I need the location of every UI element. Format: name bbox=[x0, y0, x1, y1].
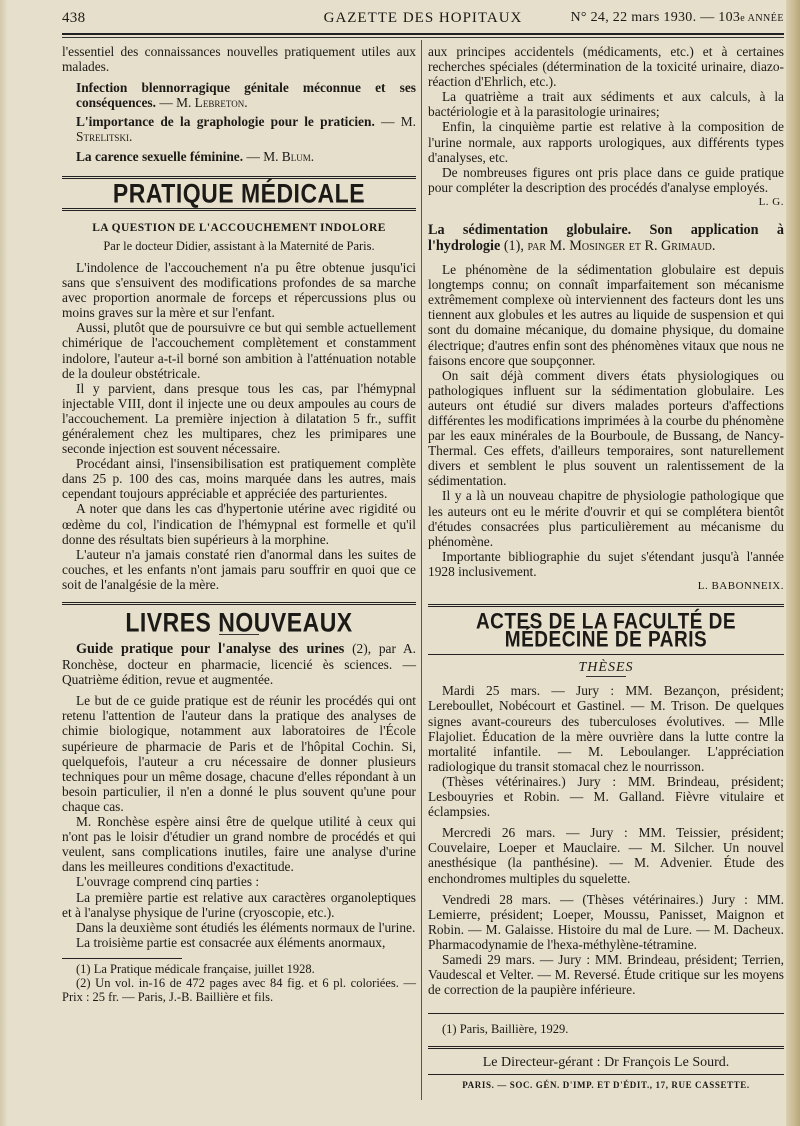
theses-heading: THÈSES bbox=[578, 660, 634, 676]
book-entry: Guide pratique pour l'analyse des urines (2), par A. Ronchèse, docteur en pharmacie, licencié ès sciences. — Quatrième édition, revue et augmentée. bbox=[62, 641, 416, 688]
topic-item: Infection blennorragique génitale méconnue et ses conséquences. — M. Lebreton. bbox=[76, 80, 416, 111]
page-shadow bbox=[0, 0, 8, 1126]
issue-number: N° 24, 22 mars 1930. — 103 bbox=[570, 10, 741, 25]
paragraph: M. Ronchèse espère ainsi être de quelque utilité à ceux qui n'ont pas le loisir d'étudier un grand nombre de procédés et qui veulent, sans complications inutiles, faire une analyse d'urine dans les meilleures conditions d'exactitude. bbox=[62, 814, 416, 875]
section-title-actes: ACTES DE LA FACULTÉ DE MÉDECINE DE PARIS bbox=[475, 609, 737, 653]
paragraph: La troisième partie est consacrée aux éléments anormaux, bbox=[76, 934, 386, 950]
paragraph: aux principes accidentels (médicaments, etc.) et à certaines recherches spéciales (détermination de la toxicité urinaire, diazo-réaction d'Ehrlich, etc.). bbox=[428, 44, 784, 90]
issue-year-suffix: e ANNÉE bbox=[740, 13, 784, 24]
paragraph: La première partie est relative aux caractères organoleptiques et à l'analyse physique de l'urine (cryoscopie, etc.). bbox=[62, 889, 416, 920]
article-title: LA QUESTION DE L'ACCOUCHEMENT INDOLORE bbox=[92, 221, 386, 234]
journal-title: GAZETTE DES HOPITAUX bbox=[323, 10, 523, 26]
paragraph: L'indolence de l'accouchement n'a pu être obtenue jusqu'ici sans que s'ensuivent des modifications profondes de sa marche avec proportion anormale de forceps et répercussions plus ou moins graves sur la mère et sur l'enfant. bbox=[62, 259, 416, 321]
signature: L. G. bbox=[758, 195, 784, 208]
section-title-livres: LIVRES NOUVEAUX bbox=[125, 606, 353, 638]
right-column bbox=[428, 44, 784, 1093]
paragraph: Enfin, la cinquième partie est relative à la composition de l'urine normale, aux rapports urologiques, aux différents types d'analyses, etc. bbox=[428, 119, 784, 165]
page-edge bbox=[786, 0, 800, 1126]
article-byline: Par le docteur Didier, assistant à la Maternité de Paris. bbox=[103, 238, 375, 253]
topic-item: La carence sexuelle féminine. — M. Blum. bbox=[76, 148, 315, 164]
intro-continuation: l'essentiel des connaissances nouvelles pratiquement utiles aux malades. bbox=[62, 44, 416, 75]
director-line: Le Directeur-gérant : Dr François Le Sourd. bbox=[482, 1055, 730, 1071]
topic-item: L'importance de la graphologie pour le praticien. — M. Strelitski. bbox=[76, 114, 416, 145]
paragraph: On sait déjà comment divers états physiologiques ou pathologiques influent sur la sédimentation globulaire. Les auteurs ont étudié sur divers malades porteurs d'affections différentes les modifications imprimées à la courbe du phénomène par les eaux minérales de la Bourboule, de Bussang, de Nancy-Thermal. Ces effets, d'ailleurs temporaires, sont naturellement divers et semblent le plus souvent un ralentissement de la sédimentation. bbox=[428, 367, 784, 489]
paragraph: Aussi, plutôt que de poursuivre ce but qui semble actuellement chimérique de l'accouchement complètement et constamment indolore, l'auteur a-t-il borné son ambition à l'atténuation notable de la douleur obstétricale. bbox=[62, 320, 416, 381]
thesis-entry: Mardi 25 mars. — Jury : MM. Bezançon, président; Lereboullet, Nobécourt et Gastinel. — M. Trison. De quelques signes avant-coureurs des tuberculoses évolutives. — Mlle Flajoliet. Éducation de la mère ouvrière dans la lutte contre la mortalité infantile. — M. Leboulanger. L'appréciation radiologique du transit stomacal chez le nourrisson. bbox=[428, 683, 784, 774]
thesis-entry: Vendredi 28 mars. — (Thèses vétérinaires.) Jury : MM. Lemierre, président; Loeper, Moussu, Panisset, Maignon et Robin. — M. Galaisse. Histoire du mal de Lure. — M. Dacheux. Pharmacodynamie de l'hexa-méthylène-tétramine. bbox=[428, 891, 784, 952]
thesis-entry: (Thèses vétérinaires.) Jury : MM. Brindeau, président; Lesbouyries et Robin. — M. Galland. Fièvre vitulaire et éclampsies. bbox=[428, 773, 784, 820]
page-header bbox=[62, 10, 784, 32]
paragraph: Dans la deuxième sont étudiés les éléments normaux de l'urine. bbox=[76, 919, 416, 935]
paragraph: La quatrième a trait aux sédiments et aux calculs, à la bactériologie et à la parasitologie urinaires; bbox=[428, 89, 784, 120]
review-title: La sédimentation globulaire. Son application à l'hydrologie (1), par M. Mosinger et R. Grimaud. bbox=[428, 222, 784, 255]
section-title-pratique: PRATIQUE MÉDICALE bbox=[112, 177, 366, 208]
left-column bbox=[62, 44, 416, 1004]
paragraph: Le but de ce guide pratique est de réunir les procédés qui ont retenu l'attention de l'auteur dans la pratique des analyses de chimie biologique, notamment aux laboratoires de l'École supérieure de pharmacie de Paris et de l'hôpital Cochin. Si, quelquefois, l'auteur a cru nécessaire de donner plusieurs techniques pour un même dosage, chacune d'elles répondant à un besoin particulier, il n'en a donné le plus souvent qu'une pour chaque cas. bbox=[62, 693, 416, 814]
imprint-line: PARIS. — SOC. GÉN. D'IMP. ET D'ÉDIT., 17, RUE CASSETTE. bbox=[462, 1080, 750, 1091]
paragraph: Il y parvient, dans presque tous les cas, par l'hémypnal injectable VIII, dont il injecte une ou deux ampoules au cours de l'accouchement. La première injection à dilatation 5 fr., suffit généralement chez les multipares, chez les primipares une seconde injection est souvent nécessaire. bbox=[62, 380, 416, 457]
paragraph: De nombreuses figures ont pris place dans ce guide pratique pour compléter la description des procédés d'analyse employés. bbox=[428, 164, 784, 195]
page-number: 438 bbox=[62, 10, 86, 26]
signature: L. BABONNEIX. bbox=[697, 580, 784, 592]
column-divider bbox=[421, 40, 422, 1100]
paragraph: Procédant ainsi, l'insensibilisation est pratiquement complète dans 25 p. 100 des cas, moins marquée dans les autres, mais cependant toujours appréciable et appréciée des parturientes. bbox=[62, 456, 416, 502]
footnote: (2) Un vol. in-16 de 472 pages avec 84 fig. et 6 pl. coloriées. — Prix : 25 fr. — Paris, J.-B. Baillière et fils. bbox=[62, 975, 416, 1004]
footnote: (1) La Pratique médicale française, juillet 1928. bbox=[76, 961, 315, 976]
paragraph: Le phénomène de la sédimentation globulaire est depuis longtemps connu; on connaît imparfaitement son mécanisme extrêmement complexe où interviennent des facteurs dont les uns tiennent aux globules et les autres au liquide de suspension et qui sont du domaine mécanique, du domaine physique, du domaine électrique; d'autres enfin sont des phénomènes vitaux que nous ne faisons encore que soupçonner. bbox=[428, 262, 784, 368]
thesis-entry: Mercredi 26 mars. — Jury : MM. Teissier, président; Couvelaire, Loeper et Mauclaire. — M. Silcher. Un nouvel anesthésique (la panthésine). — M. Advenier. Étude des enchondromes multiples du squelette. bbox=[428, 825, 784, 886]
paragraph: Importante bibliographie du sujet s'étendant jusqu'à l'année 1928 inclusivement. bbox=[428, 548, 784, 579]
paragraph: Il y a là un nouveau chapitre de physiologie pathologique que les auteurs ont eu le mérite d'ouvrir et qui se complétera bientôt d'études consacrées plus particulièrement au mécanisme du phénomène. bbox=[428, 488, 784, 549]
paragraph: L'auteur n'a jamais constaté rien d'anormal dans les suites de couches, et les enfants n'ont jamais paru souffrir en quoi que ce soit de l'analgésie de la mère. bbox=[62, 546, 416, 592]
thesis-entry: Samedi 29 mars. — Jury : MM. Brindeau, président; Terrien, Vaudescal et Velter. — M. Reversé. Étude critique sur les moyens de correction de la paupière inférieure. bbox=[428, 951, 784, 998]
header-rule-thin bbox=[62, 37, 784, 38]
paragraph: L'ouvrage comprend cinq parties : bbox=[76, 874, 260, 890]
header-rule bbox=[62, 33, 784, 35]
footnote: (1) Paris, Baillière, 1929. bbox=[442, 1022, 569, 1037]
issue-info bbox=[570, 10, 784, 26]
paragraph: A noter que dans les cas d'hypertonie utérine avec rigidité ou œdème du col, l'indication de l'hémypnal est formelle et qu'il donne des résultats bien supérieurs à la morphine. bbox=[62, 501, 416, 547]
